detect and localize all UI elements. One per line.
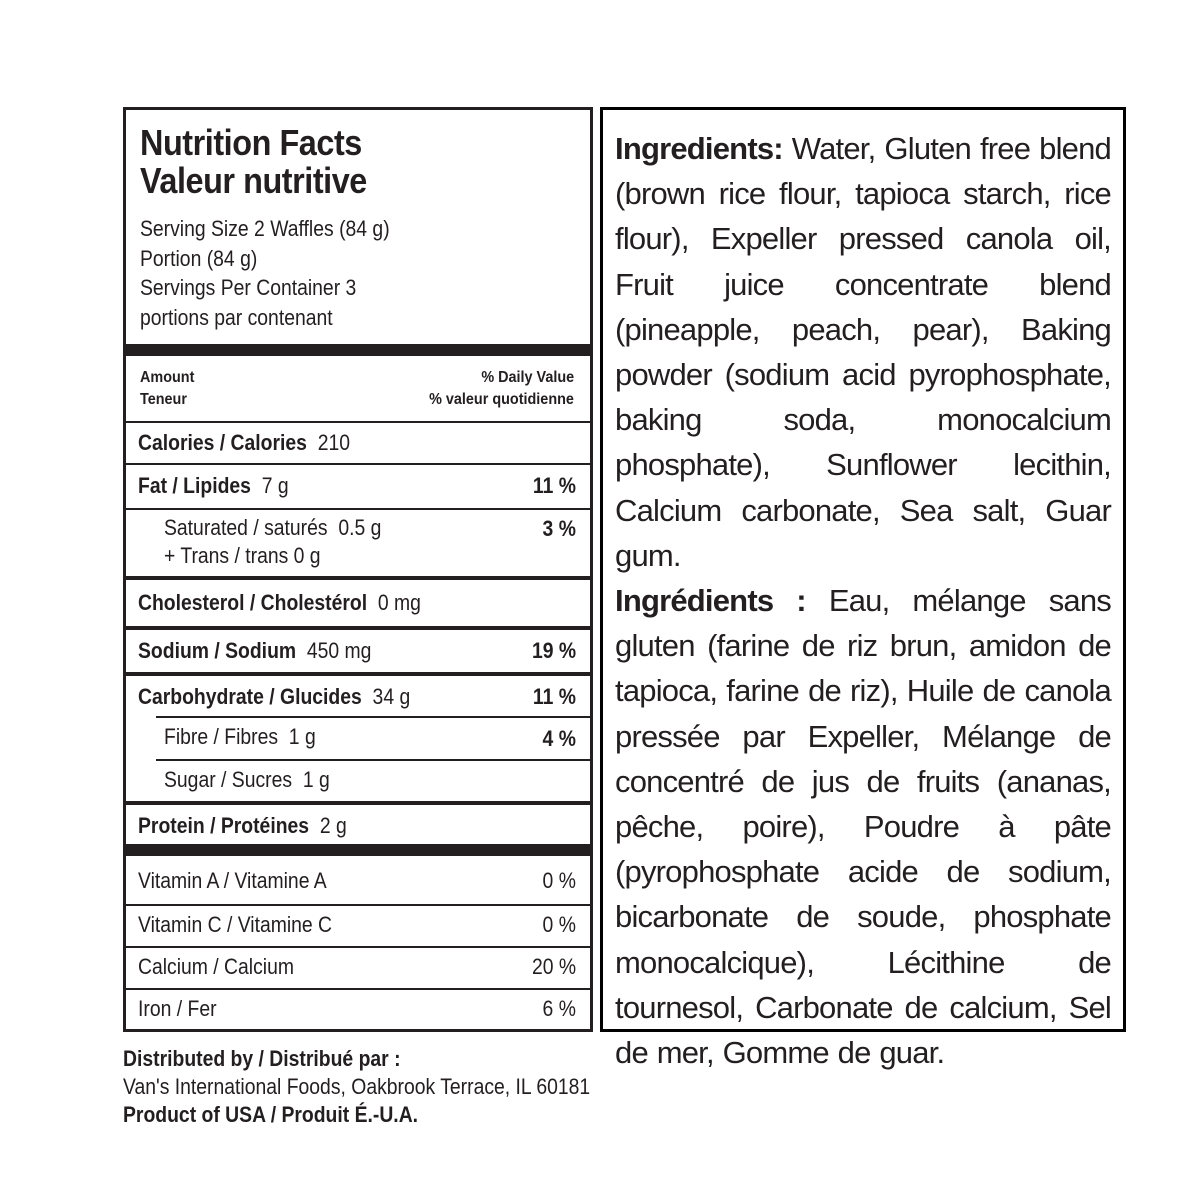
nutrient-row-carbohydrate: [126, 672, 590, 720]
nutrient-amount: 1 g: [302, 767, 330, 792]
nutrient-row-calories: [126, 421, 590, 463]
nutrient-label: Carbohydrate / Glucides: [138, 684, 362, 709]
nutrient-amount: 34 g: [372, 684, 411, 709]
nutrient-percent: 11 %: [532, 684, 576, 709]
vitamin-label: Iron / Fer: [138, 996, 217, 1021]
amount-en: Amount: [140, 369, 195, 386]
vitamin-label: Calcium / Calcium: [138, 954, 294, 979]
nutrient-row-fibre: [156, 716, 590, 760]
nutrition-title: [140, 124, 367, 200]
nutrient-label: Protein / Protéines: [138, 813, 310, 838]
serving-line: Portion (84 g): [140, 245, 258, 271]
nutrition-facts-panel: [123, 107, 593, 1032]
nutrient-amount: 0 mg: [377, 590, 421, 615]
vitamin-label: Vitamin A / Vitamine A: [138, 868, 327, 893]
ingredients-fr-text: Eau, mélange sans gluten (farine de riz brun, amidon de tapioca, farine de riz), Huile de canola pressée par Expeller, Mélange de concentré de jus de fruits (ananas, pêche, poire), Poudre à pâte (pyrophosphate acide de sodium, bicarbonate de soude, phosphate monocalcique), Lécithine de tournesol, Carbonate de calcium, Sel de mer, Gomme de guar.: [615, 583, 1111, 1071]
company-address: Van's International Foods, Oakbrook Terrace, IL 60181: [123, 1074, 591, 1099]
vitamin-percent: 0 %: [542, 912, 576, 937]
nutrient-percent: 3 %: [542, 516, 576, 541]
nutrient-amount: 210: [317, 430, 351, 455]
vitamin-row: [126, 946, 590, 988]
ingredients-en-heading: Ingredients:: [615, 131, 783, 166]
nutrient-row-cholesterol: [126, 576, 590, 628]
vitamin-row: [126, 988, 590, 1030]
nutrient-label: Fat / Lipides: [138, 473, 251, 498]
daily-value-fr: % valeur quotidienne: [429, 391, 574, 408]
vitamin-label: Vitamin C / Vitamine C: [138, 912, 333, 937]
nutrient-row-protein: [126, 801, 590, 847]
nutrient-amount: 1 g: [288, 724, 316, 749]
serving-line: Servings Per Container 3: [140, 275, 357, 300]
thick-divider: [126, 344, 590, 356]
nutrient-percent: 11 %: [532, 473, 576, 498]
ingredients-fr-heading: Ingrédients :: [615, 583, 806, 619]
nutrient-label: Cholesterol / Cholestérol: [138, 590, 368, 615]
nutrient-amount: 0.5 g: [338, 515, 382, 540]
thick-divider: [126, 844, 590, 856]
distributor-info: [123, 1045, 590, 1129]
product-origin: Product of USA / Produit É.-U.A.: [123, 1102, 419, 1127]
ingredients-panel: [600, 107, 1126, 1071]
trans-label: + Trans / trans 0 g: [164, 543, 321, 568]
nutrient-label: Saturated / saturés: [164, 515, 328, 540]
nutrient-amount: 2 g: [319, 813, 347, 838]
serving-line: portions par contenant: [140, 304, 333, 330]
vitamin-percent: 20 %: [531, 954, 576, 979]
title-en: Nutrition Facts: [140, 122, 362, 163]
nutrient-label: Fibre / Fibres: [164, 724, 279, 749]
vitamin-percent: 0 %: [542, 868, 576, 893]
nutrient-amount: 7 g: [261, 473, 289, 498]
nutrient-amount: 450 mg: [306, 638, 372, 663]
nutrient-row-sugar: [156, 759, 590, 803]
daily-value-en: % Daily Value: [481, 369, 574, 386]
ingredients-fr: [615, 578, 1111, 1075]
amount-fr: Teneur: [140, 391, 187, 408]
vitamin-row: [126, 862, 590, 902]
nutrient-percent: 19 %: [531, 638, 576, 663]
distributed-by: Distributed by / Distribué par :: [123, 1046, 401, 1071]
nutrient-percent: 4 %: [542, 726, 576, 751]
ingredients-en: [615, 126, 1111, 578]
serving-line: Serving Size 2 Waffles (84 g): [140, 216, 390, 241]
serving-info: [140, 214, 390, 332]
ingredients-en-text: Water, Gluten free blend (brown rice flour, tapioca starch, rice flour), Expeller pressed canola oil, Fruit juice concentrate blend (pineapple, peach, pear), Baking powder (sodium acid pyrophosphate, baking soda, monocalcium phosphate), Sunflower lecithin, Calcium carbonate, Sea salt, Guar gum.: [615, 131, 1111, 573]
nutrient-label: Sugar / Sucres: [164, 767, 293, 792]
vitamin-row: [126, 904, 590, 946]
column-header: [126, 367, 590, 417]
nutrient-label: Sodium / Sodium: [138, 638, 297, 663]
title-fr: Valeur nutritive: [140, 160, 367, 201]
nutrient-row-sodium: [126, 626, 590, 674]
nutrient-label: Calories / Calories: [138, 430, 307, 455]
vitamin-percent: 6 %: [542, 996, 576, 1021]
nutrient-row-saturated: [126, 508, 590, 578]
nutrient-row-fat: [126, 463, 590, 508]
